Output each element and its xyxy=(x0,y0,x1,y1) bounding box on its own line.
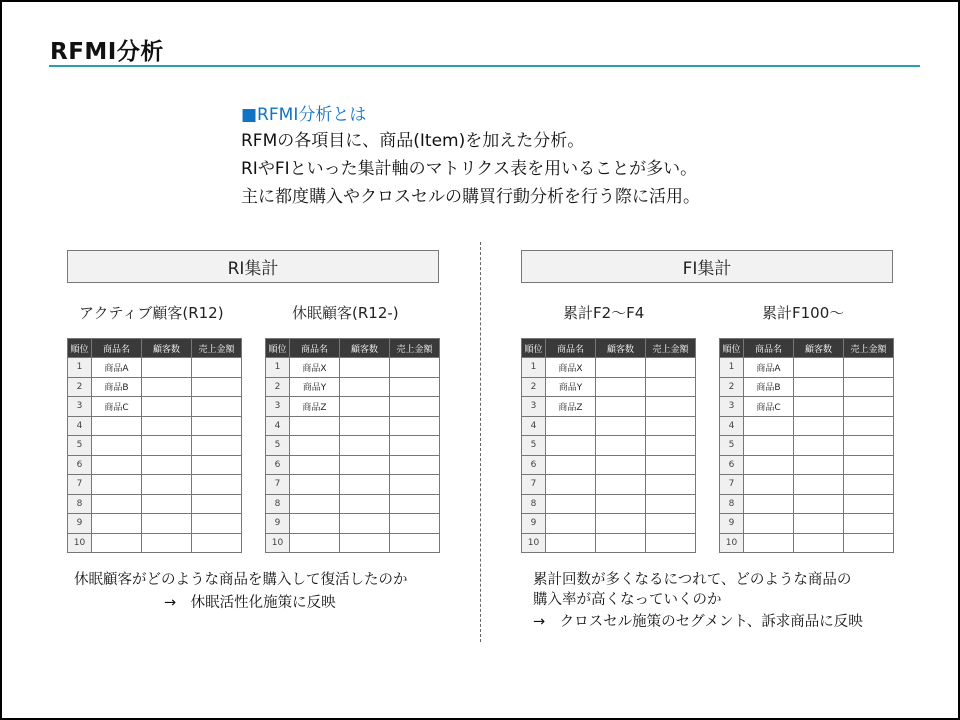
header-sales-amount: 売上金額 xyxy=(646,339,696,358)
sales-amount-cell xyxy=(390,416,440,436)
sales-amount-cell xyxy=(844,377,894,397)
item-name-cell xyxy=(92,475,142,495)
customer-count-cell xyxy=(340,455,390,475)
header-sales-amount: 売上金額 xyxy=(390,339,440,358)
rank-cell: 10 xyxy=(720,533,744,553)
sales-amount-cell xyxy=(646,358,696,378)
item-name-cell xyxy=(290,436,340,456)
item-name-cell xyxy=(546,416,596,436)
sales-amount-cell xyxy=(646,475,696,495)
table-row xyxy=(68,397,242,417)
intro-line: 主に都度購入やクロスセルの購買行動分析を行う際に活用。 xyxy=(241,187,700,207)
rank-cell: 9 xyxy=(720,514,744,534)
customer-count-cell xyxy=(142,416,192,436)
customer-count-cell xyxy=(596,358,646,378)
sales-amount-cell xyxy=(192,358,242,378)
table-row xyxy=(522,514,696,534)
item-name-cell xyxy=(92,533,142,553)
table-row xyxy=(68,455,242,475)
item-name-cell: 商品Y xyxy=(546,377,596,397)
table-header-row xyxy=(68,339,242,358)
sales-amount-cell xyxy=(390,533,440,553)
item-name-cell xyxy=(546,436,596,456)
header-item-name: 商品名 xyxy=(290,339,340,358)
rank-cell: 6 xyxy=(522,455,546,475)
table-row xyxy=(68,436,242,456)
header-customer-count: 顧客数 xyxy=(142,339,192,358)
item-name-cell: 商品X xyxy=(546,358,596,378)
customer-count-cell xyxy=(340,377,390,397)
rank-cell: 6 xyxy=(68,455,92,475)
rank-cell: 1 xyxy=(522,358,546,378)
rank-cell: 8 xyxy=(522,494,546,514)
item-name-cell: 商品B xyxy=(744,377,794,397)
table-row xyxy=(266,533,440,553)
rank-cell: 9 xyxy=(522,514,546,534)
customer-count-cell xyxy=(142,475,192,495)
table-row xyxy=(522,494,696,514)
table-row xyxy=(720,455,894,475)
customer-count-cell xyxy=(596,514,646,534)
rank-cell: 2 xyxy=(266,377,290,397)
table-row xyxy=(68,358,242,378)
title-underline xyxy=(49,65,920,67)
customer-count-cell xyxy=(340,397,390,417)
customer-count-cell xyxy=(142,455,192,475)
rank-cell: 1 xyxy=(68,358,92,378)
item-name-cell xyxy=(290,533,340,553)
item-name-cell xyxy=(744,494,794,514)
customer-count-cell xyxy=(340,436,390,456)
rank-cell: 8 xyxy=(720,494,744,514)
rank-cell: 8 xyxy=(266,494,290,514)
sales-amount-cell xyxy=(844,514,894,534)
customer-count-cell xyxy=(596,416,646,436)
item-name-cell: 商品B xyxy=(92,377,142,397)
item-name-cell: 商品C xyxy=(744,397,794,417)
header-customer-count: 顧客数 xyxy=(794,339,844,358)
rank-cell: 6 xyxy=(720,455,744,475)
customer-count-cell xyxy=(142,358,192,378)
sales-amount-cell xyxy=(844,533,894,553)
sales-amount-cell xyxy=(844,475,894,495)
rank-cell: 3 xyxy=(68,397,92,417)
table-row xyxy=(68,514,242,534)
table-row xyxy=(720,514,894,534)
rank-cell: 6 xyxy=(266,455,290,475)
table-header-row xyxy=(266,339,440,358)
item-name-cell: 商品A xyxy=(744,358,794,378)
customer-count-cell xyxy=(142,436,192,456)
rank-cell: 9 xyxy=(68,514,92,534)
sales-amount-cell xyxy=(390,358,440,378)
item-name-cell xyxy=(92,514,142,534)
rank-cell: 4 xyxy=(522,416,546,436)
table-row xyxy=(266,397,440,417)
ri-note-line-1: 休眠顧客がどのような商品を購入して復活したのか xyxy=(74,572,408,588)
header-customer-count: 顧客数 xyxy=(340,339,390,358)
table-row xyxy=(720,358,894,378)
sales-amount-cell xyxy=(192,397,242,417)
table-row xyxy=(266,494,440,514)
table-row xyxy=(522,533,696,553)
sales-amount-cell xyxy=(844,436,894,456)
intro-block xyxy=(241,103,700,211)
fi-note-line-1: 累計回数が多くなるにつれて、どのような商品の xyxy=(533,572,852,588)
customer-count-cell xyxy=(340,416,390,436)
rank-cell: 1 xyxy=(266,358,290,378)
table-label-active: アクティブ顧客(R12) xyxy=(79,304,224,322)
table-row xyxy=(266,455,440,475)
rank-cell: 7 xyxy=(266,475,290,495)
header-rank: 順位 xyxy=(522,339,546,358)
customer-count-cell xyxy=(340,475,390,495)
header-item-name: 商品名 xyxy=(546,339,596,358)
table-header-row xyxy=(522,339,696,358)
rank-cell: 3 xyxy=(720,397,744,417)
header-sales-amount: 売上金額 xyxy=(844,339,894,358)
rank-cell: 7 xyxy=(720,475,744,495)
header-rank: 順位 xyxy=(720,339,744,358)
sales-amount-cell xyxy=(192,514,242,534)
sales-amount-cell xyxy=(844,416,894,436)
sales-amount-cell xyxy=(646,397,696,417)
table-row xyxy=(720,377,894,397)
header-sales-amount: 売上金額 xyxy=(192,339,242,358)
item-name-cell: 商品Z xyxy=(546,397,596,417)
table-row xyxy=(68,416,242,436)
table-row xyxy=(266,514,440,534)
rank-cell: 5 xyxy=(522,436,546,456)
table-row xyxy=(720,533,894,553)
sales-amount-cell xyxy=(844,397,894,417)
rank-cell: 2 xyxy=(720,377,744,397)
rank-cell: 4 xyxy=(720,416,744,436)
rank-cell: 5 xyxy=(68,436,92,456)
table-row xyxy=(68,533,242,553)
table-row xyxy=(522,377,696,397)
section-title-fi: FI集計 xyxy=(521,250,893,283)
customer-count-cell xyxy=(142,494,192,514)
item-name-cell xyxy=(290,416,340,436)
sales-amount-cell xyxy=(646,514,696,534)
rank-cell: 3 xyxy=(522,397,546,417)
rank-cell: 7 xyxy=(68,475,92,495)
item-name-cell xyxy=(546,475,596,495)
rank-cell: 7 xyxy=(522,475,546,495)
rank-cell: 4 xyxy=(68,416,92,436)
customer-count-cell xyxy=(142,377,192,397)
customer-count-cell xyxy=(794,377,844,397)
item-name-cell xyxy=(744,436,794,456)
item-name-cell xyxy=(92,436,142,456)
table-row xyxy=(266,436,440,456)
header-rank: 順位 xyxy=(266,339,290,358)
table-row xyxy=(68,377,242,397)
customer-count-cell xyxy=(596,455,646,475)
item-name-cell xyxy=(290,455,340,475)
rank-cell: 8 xyxy=(68,494,92,514)
sales-amount-cell xyxy=(192,494,242,514)
table-row xyxy=(522,397,696,417)
item-name-cell xyxy=(546,514,596,534)
item-name-cell xyxy=(546,494,596,514)
sales-amount-cell xyxy=(390,436,440,456)
sales-amount-cell xyxy=(844,358,894,378)
sales-amount-cell xyxy=(192,377,242,397)
sales-amount-cell xyxy=(646,533,696,553)
table-dormant-customers xyxy=(265,338,440,553)
rank-cell: 1 xyxy=(720,358,744,378)
item-name-cell xyxy=(744,514,794,534)
customer-count-cell xyxy=(596,494,646,514)
rank-cell: 5 xyxy=(720,436,744,456)
item-name-cell xyxy=(290,494,340,514)
table-row xyxy=(522,358,696,378)
customer-count-cell xyxy=(340,494,390,514)
rank-cell: 10 xyxy=(68,533,92,553)
sales-amount-cell xyxy=(390,475,440,495)
intro-line: RIやFIといった集計軸のマトリクス表を用いることが多い。 xyxy=(241,159,698,179)
sales-amount-cell xyxy=(646,377,696,397)
table-row xyxy=(522,436,696,456)
table-row xyxy=(68,494,242,514)
rank-cell: 10 xyxy=(266,533,290,553)
customer-count-cell xyxy=(340,514,390,534)
table-row xyxy=(522,475,696,495)
sales-amount-cell xyxy=(192,455,242,475)
table-f100 xyxy=(719,338,894,553)
customer-count-cell xyxy=(794,475,844,495)
table-row xyxy=(266,416,440,436)
customer-count-cell xyxy=(596,533,646,553)
item-name-cell xyxy=(290,475,340,495)
item-name-cell: 商品C xyxy=(92,397,142,417)
fi-note-line-2: 購入率が高くなっていくのか xyxy=(533,592,722,608)
customer-count-cell xyxy=(340,358,390,378)
item-name-cell xyxy=(92,494,142,514)
sales-amount-cell xyxy=(646,494,696,514)
sales-amount-cell xyxy=(844,494,894,514)
table-row xyxy=(266,358,440,378)
customer-count-cell xyxy=(794,514,844,534)
customer-count-cell xyxy=(794,455,844,475)
sales-amount-cell xyxy=(390,377,440,397)
rank-cell: 2 xyxy=(522,377,546,397)
table-row xyxy=(720,475,894,495)
ri-note-line-2: → 休眠活性化施策に反映 xyxy=(164,595,336,611)
intro-heading: ■RFMI分析とは xyxy=(241,105,367,125)
customer-count-cell xyxy=(142,397,192,417)
rank-cell: 3 xyxy=(266,397,290,417)
table-active-customers xyxy=(67,338,242,553)
item-name-cell xyxy=(744,416,794,436)
item-name-cell xyxy=(744,475,794,495)
customer-count-cell xyxy=(794,436,844,456)
customer-count-cell xyxy=(596,377,646,397)
sales-amount-cell xyxy=(390,494,440,514)
customer-count-cell xyxy=(596,397,646,417)
intro-line: RFMの各項目に、商品(Item)を加えた分析。 xyxy=(241,131,585,151)
customer-count-cell xyxy=(794,358,844,378)
rank-cell: 2 xyxy=(68,377,92,397)
sales-amount-cell xyxy=(390,397,440,417)
sales-amount-cell xyxy=(390,455,440,475)
item-name-cell xyxy=(744,455,794,475)
customer-count-cell xyxy=(794,397,844,417)
item-name-cell xyxy=(744,533,794,553)
sales-amount-cell xyxy=(192,416,242,436)
item-name-cell xyxy=(92,416,142,436)
sales-amount-cell xyxy=(192,533,242,553)
table-row xyxy=(720,397,894,417)
sales-amount-cell xyxy=(844,455,894,475)
sales-amount-cell xyxy=(646,436,696,456)
sales-amount-cell xyxy=(646,455,696,475)
customer-count-cell xyxy=(142,533,192,553)
section-divider xyxy=(480,242,481,642)
customer-count-cell xyxy=(794,494,844,514)
customer-count-cell xyxy=(596,475,646,495)
table-row xyxy=(266,377,440,397)
table-row xyxy=(68,475,242,495)
rank-cell: 4 xyxy=(266,416,290,436)
header-customer-count: 顧客数 xyxy=(596,339,646,358)
table-row xyxy=(720,416,894,436)
table-row xyxy=(720,494,894,514)
rank-cell: 9 xyxy=(266,514,290,534)
table-label-f2-f4: 累計F2～F4 xyxy=(563,304,645,322)
table-header-row xyxy=(720,339,894,358)
table-label-dormant: 休眠顧客(R12-) xyxy=(292,304,399,322)
sales-amount-cell xyxy=(192,436,242,456)
customer-count-cell xyxy=(794,416,844,436)
item-name-cell xyxy=(290,514,340,534)
header-rank: 順位 xyxy=(68,339,92,358)
customer-count-cell xyxy=(340,533,390,553)
customer-count-cell xyxy=(794,533,844,553)
item-name-cell: 商品Z xyxy=(290,397,340,417)
item-name-cell: 商品A xyxy=(92,358,142,378)
item-name-cell: 商品Y xyxy=(290,377,340,397)
table-row xyxy=(266,475,440,495)
item-name-cell: 商品X xyxy=(290,358,340,378)
rank-cell: 10 xyxy=(522,533,546,553)
header-item-name: 商品名 xyxy=(744,339,794,358)
item-name-cell xyxy=(546,533,596,553)
table-f2-f4 xyxy=(521,338,696,553)
table-row xyxy=(522,455,696,475)
fi-note-line-3: → クロスセル施策のセグメント、訴求商品に反映 xyxy=(533,614,863,630)
table-row xyxy=(522,416,696,436)
customer-count-cell xyxy=(142,514,192,534)
page-title: RFMI分析 xyxy=(50,39,164,65)
customer-count-cell xyxy=(596,436,646,456)
table-row xyxy=(720,436,894,456)
table-label-f100: 累計F100～ xyxy=(762,304,845,322)
item-name-cell xyxy=(92,455,142,475)
item-name-cell xyxy=(546,455,596,475)
sales-amount-cell xyxy=(390,514,440,534)
rank-cell: 5 xyxy=(266,436,290,456)
sales-amount-cell xyxy=(646,416,696,436)
sales-amount-cell xyxy=(192,475,242,495)
header-item-name: 商品名 xyxy=(92,339,142,358)
section-title-ri: RI集計 xyxy=(67,250,439,283)
